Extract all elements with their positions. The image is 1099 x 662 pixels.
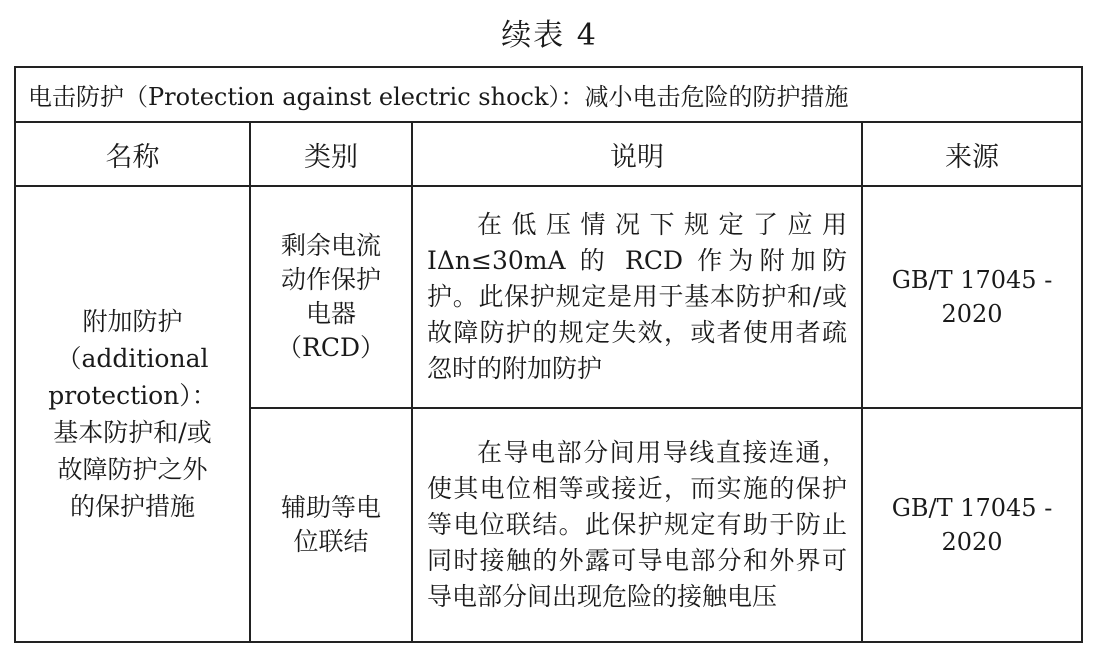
category-cell [250,186,412,408]
protection-table [14,66,1083,643]
table-caption: 续表 4 [501,18,598,53]
header-source: 来源 [862,122,1082,186]
description-cell [412,408,862,642]
name-line: 基本防护和/或 [53,418,212,447]
description-text: 在导电部分间用导线直接连通，使其电位相等或接近，而实施的保护等电位联结。此保护规定有助于防止同时接触的外露可导电部分和外界可导电部分间出现危险的接触电压 [427,438,847,611]
source-cell [862,186,1082,408]
name-line: （additional [56,344,209,373]
name-cell [15,186,250,642]
description-text: 在低压情况下规定了应用 IΔn≤30mA 的 RCD 作为附加防护。此保护规定是用于基本防护和/或故障防护的规定失效，或者使用者疏忽时的附加防护 [427,210,847,383]
category-line: 位联结 [293,527,369,556]
header-category: 类别 [250,122,412,186]
source-line: 2020 [941,528,1003,556]
description-cell [412,186,862,408]
source-cell [862,408,1082,642]
source-line: GB/T 17045 - [891,494,1053,522]
header-row [15,122,1082,186]
header-name: 名称 [15,122,250,186]
header-description: 说明 [412,122,862,186]
name-line: 的保护措施 [69,492,195,521]
category-cell [250,408,412,642]
category-line: （RCD） [277,333,385,362]
table-banner: 电击防护（Protection against electric shock）：减小电击危险的防护措施 [15,67,1082,122]
source-line: 2020 [941,300,1003,328]
category-line: 电器 [305,299,356,328]
category-line: 剩余电流 [280,231,381,260]
name-line: 故障防护之外 [57,455,208,484]
name-line: 附加防护 [82,307,183,336]
table-row [15,186,1082,408]
category-line: 动作保护 [280,265,381,294]
category-line: 辅助等电 [280,493,381,522]
source-line: GB/T 17045 - [891,266,1053,294]
name-line: protection）： [48,381,217,410]
